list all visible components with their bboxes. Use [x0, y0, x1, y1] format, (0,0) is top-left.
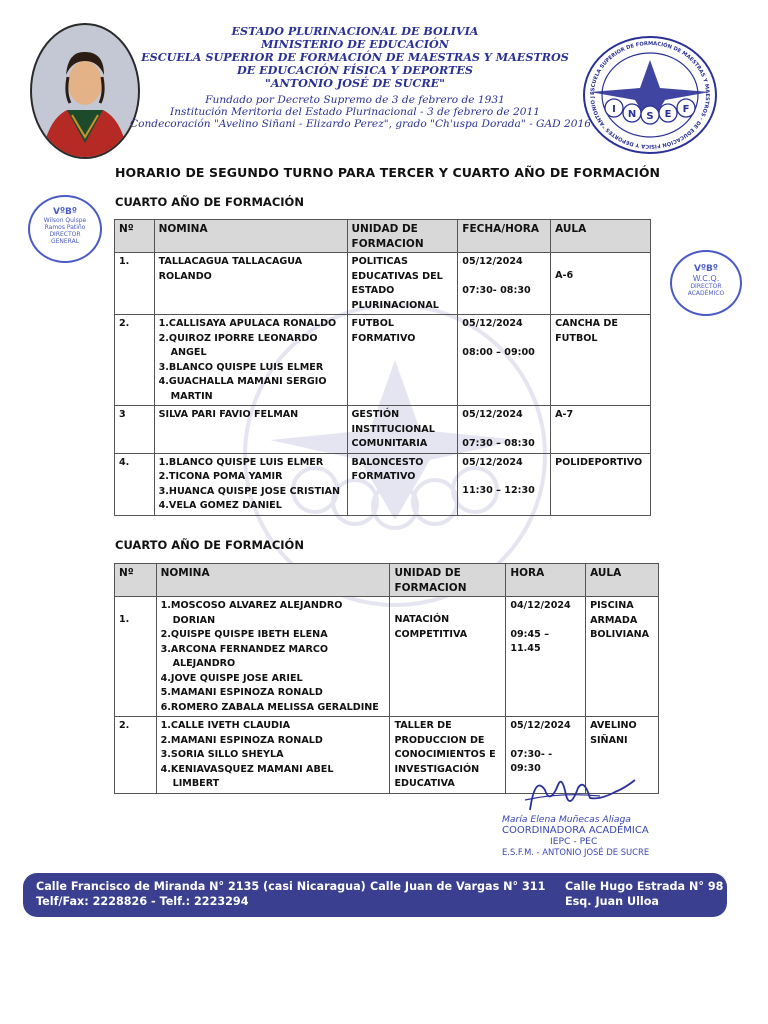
stamp-text: W.C.Q. — [692, 274, 720, 283]
row-number: 3 — [115, 406, 155, 454]
signer-unit: IEPC - PEC — [550, 836, 598, 847]
stamp-text: VºBº — [694, 264, 718, 274]
header-line: DE EDUCACIÓN FÍSICA Y DEPORTES — [237, 63, 473, 77]
unidad-cell: POLITICAS EDUCATIVAS DEL ESTADO PLURINACIONAL — [347, 253, 458, 315]
section-title-2: CUARTO AÑO DE FORMACIÓN — [115, 538, 304, 552]
row-number: 2. — [115, 717, 157, 794]
col-header: HORA — [506, 564, 586, 597]
footer-address-bar — [23, 873, 727, 917]
row-number: 1. — [115, 597, 157, 717]
svg-text:N: N — [627, 109, 637, 120]
stamp-text: DIRECTOR — [690, 283, 722, 290]
fecha-cell: 05/12/2024 08:00 – 09:00 — [458, 315, 551, 406]
unidad-cell: FUTBOL FORMATIVO — [347, 315, 458, 406]
stamp-text: Wilson Quispe — [43, 217, 87, 224]
row-number: 1. — [115, 253, 155, 315]
approval-stamp-right — [670, 250, 742, 316]
stamp-text: GENERAL — [50, 238, 80, 245]
table-header-row — [115, 220, 651, 253]
svg-text:I: I — [612, 104, 616, 115]
aula-cell: PISCINA ARMADA BOLIVIANA — [586, 597, 659, 717]
table-row — [115, 453, 651, 515]
svg-text:S: S — [646, 111, 654, 122]
header-subline: Fundado por Decreto Supremo de 3 de febrero de 1931 — [205, 94, 505, 106]
aula-cell: POLIDEPORTIVO — [551, 453, 651, 515]
footer-phone: Telf/Fax: 2228826 - Telf.: 2223294 — [36, 895, 249, 908]
logo-ring-text: ESCUELA SUPERIOR DE FORMACIÓN DE MAESTRAS Y MAESTROS · DE EDUCACIÓN FÍSICA Y DEPORTES "ANTONIO J — [589, 40, 711, 150]
nomina-cell: 1.MOSCOSO ALVAREZ ALEJANDRO DORIAN 2.QUISPE QUISPE IBETH ELENA 3.ARCONA FERNANDEZ MARCO ALEJANDRO 4.JOVE QUISPE JOSE ARIEL 5.MAMANI ESPINOZA RONALD 6.ROMERO ZABALA MELISSA GERALDINE — [156, 597, 390, 717]
header-line: ESTADO PLURINACIONAL DE BOLIVIA — [231, 24, 479, 38]
stamp-text: VºBº — [53, 207, 77, 217]
signer-role: COORDINADORA ACADÉMICA — [502, 825, 649, 836]
col-header: UNIDAD DE FORMACION — [390, 564, 506, 597]
nomina-cell: 1.BLANCO QUISPE LUIS ELMER 2.TICONA POMA YAMIR 3.HUANCA QUISPE JOSE CRISTIAN 4.VELA GOMEZ DANIEL — [154, 453, 347, 515]
section-title-1: CUARTO AÑO DE FORMACIÓN — [115, 195, 304, 209]
unidad-cell: NATACIÓN COMPETITIVA — [390, 597, 506, 717]
unidad-cell: TALLER DE PRODUCCION DE CONOCIMIENTOS E INVESTIGACIÓN EDUCATIVA — [390, 717, 506, 794]
stamp-text: ACADÉMICO — [687, 290, 725, 297]
col-header: Nº — [115, 564, 157, 597]
fecha-cell: 05/12/2024 07:30- 08:30 — [458, 253, 551, 315]
insef-logo — [570, 30, 730, 160]
row-number: 2. — [115, 315, 155, 406]
unidad-cell: GESTIÓN INSTITUCIONAL COMUNITARIA — [347, 406, 458, 454]
document-title: HORARIO DE SEGUNDO TURNO PARA TERCER Y CUARTO AÑO DE FORMACIÓN — [115, 165, 661, 180]
footer-address-3b: Esq. Juan Ulloa — [565, 895, 659, 908]
nomina-cell: 1.CALLE IVETH CLAUDIA 2.MAMANI ESPINOZA RONALD 3.SORIA SILLO SHEYLA 4.KENIAVASQUEZ MAMANI ABEL LIMBERT — [156, 717, 390, 794]
svg-text:E: E — [664, 109, 672, 120]
footer-address-2: Calle Juan de Vargas N° 311 — [370, 880, 546, 893]
row-number: 4. — [115, 453, 155, 515]
aula-cell: CANCHA DE FUTBOL — [551, 315, 651, 406]
aula-cell: A-7 — [551, 406, 651, 454]
col-header: AULA — [586, 564, 659, 597]
fecha-cell: 04/12/2024 09:45 – 11.45 — [506, 597, 586, 717]
footer-address-1: Calle Francisco de Miranda N° 2135 (casi Nicaragua) — [36, 880, 366, 893]
col-header: FECHA/HORA — [458, 220, 551, 253]
table-row — [115, 253, 651, 315]
aula-cell: A-6 — [551, 253, 651, 315]
svg-text:F: F — [682, 104, 690, 115]
col-header: NOMINA — [156, 564, 390, 597]
schedule-table-2 — [114, 563, 659, 794]
header-line: ESCUELA SUPERIOR DE FORMACIÓN DE MAESTRAS Y MAESTROS — [141, 50, 569, 64]
stamp-text: DIRECTOR — [49, 231, 81, 238]
header-subline: Condecoración "Avelino Siñani - Elizardo Perez", grado "Ch'uspa Dorada" - GAD 2016 — [130, 118, 591, 130]
aula-cell: AVELINO SIÑANI — [586, 717, 659, 794]
col-header: UNIDAD DE FORMACION — [347, 220, 458, 253]
col-header: AULA — [551, 220, 651, 253]
header-subline: Institución Meritoria del Estado Plurinacional - 3 de febrero de 2011 — [170, 106, 540, 118]
fecha-cell: 05/12/2024 11:30 – 12:30 — [458, 453, 551, 515]
table-row — [115, 597, 659, 717]
nomina-cell: 1.CALLISAYA APULACA RONALDO 2.QUIROZ IPORRE LEONARDO ANGEL 3.BLANCO QUISPE LUIS ELMER 4.GUACHALLA MAMANI SERGIO MARTIN — [154, 315, 347, 406]
nomina-cell: SILVA PARI FAVIO FELMAN — [154, 406, 347, 454]
schedule-table-1 — [114, 219, 651, 516]
nomina-cell: TALLACAGUA TALLACAGUA ROLANDO — [154, 253, 347, 315]
approval-stamp-left — [28, 195, 102, 263]
unidad-cell: BALONCESTO FORMATIVO — [347, 453, 458, 515]
stamp-text: Ramos Patiño — [44, 224, 86, 231]
signer-name: María Elena Muñecas Aliaga — [502, 814, 631, 825]
signer-institution: E.S.F.M. - ANTONIO JOSÉ DE SUCRE — [502, 847, 650, 857]
header-line: "ANTONIO JOSÉ DE SUCRE" — [265, 76, 445, 90]
institution-header — [130, 24, 591, 130]
fecha-cell: 05/12/2024 07:30- - 09:30 — [506, 717, 586, 794]
table-row — [115, 315, 651, 406]
table-row — [115, 406, 651, 454]
col-header: NOMINA — [154, 220, 347, 253]
table-header-row — [115, 564, 659, 597]
header-line: MINISTERIO DE EDUCACIÓN — [261, 37, 449, 51]
footer-address-3: Calle Hugo Estrada N° 98 — [565, 880, 724, 893]
signature-block — [502, 814, 649, 858]
portrait-image — [30, 23, 140, 159]
fecha-cell: 05/12/2024 07:30 – 08:30 — [458, 406, 551, 454]
col-header: Nº — [115, 220, 155, 253]
